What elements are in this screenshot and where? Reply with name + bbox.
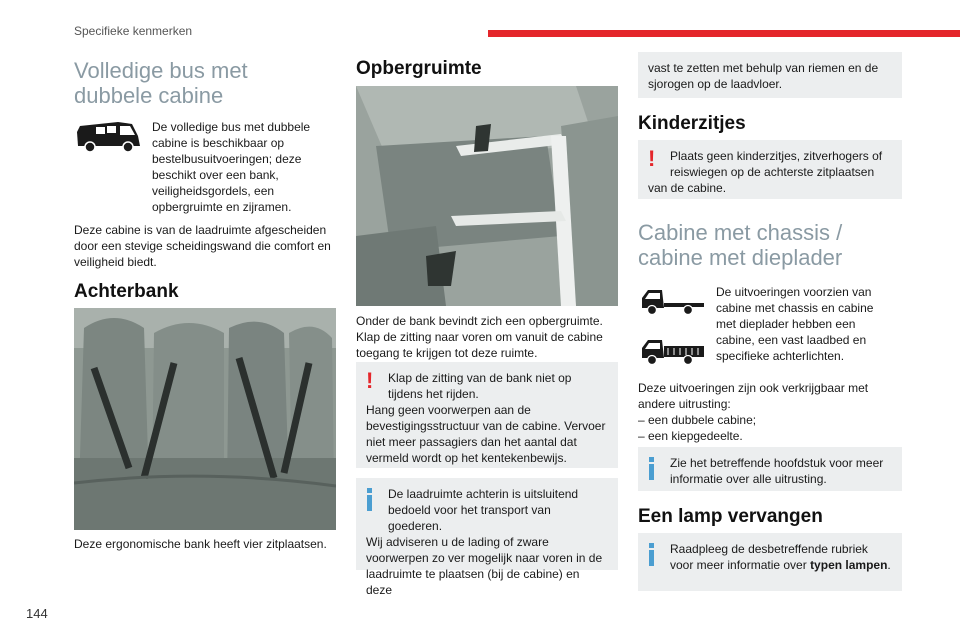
- section-header: Specifieke kenmerken: [74, 24, 193, 38]
- lamp-info-text: [648, 541, 892, 573]
- storage-image: [356, 86, 618, 306]
- warning-text-rest: Hang geen voorwerpen aan de bevestigingsstructuur van de cabine. Vervoer niet meer passagiers dan het aantal dat vermeld wordt op het kentekenbewijs.: [366, 403, 606, 465]
- child-seat-warning: [638, 140, 902, 199]
- van-icon: [74, 118, 142, 154]
- equipment-item-2: – een kiepgedeelte.: [638, 429, 743, 443]
- heading-storage: Opbergruimte: [356, 58, 482, 79]
- child-warning-first: Plaats geen kinderzitjes, zitverhogers of reiswiegen op de achterste zitplaatsen: [670, 149, 883, 179]
- cargo-info-note: [356, 478, 618, 597]
- warning-icon: !: [366, 368, 374, 393]
- lamp-info-first: Raadpleeg de desbetreffende rubriek voor meer informatie over: [670, 542, 868, 572]
- warning-icon: !: [648, 146, 656, 171]
- equipment-item-1: – een dubbele cabine;: [638, 413, 757, 427]
- chassis-info-note: [638, 447, 902, 491]
- page-number: 144: [26, 606, 48, 621]
- heading-rear-bench: Achterbank: [74, 281, 179, 302]
- chassis-info-text: Zie het betreffende hoofdstuk voor meer informatie over alle uitrusting.: [670, 456, 884, 486]
- chassis-intro: De uitvoeringen voorzien van cabine met chassis en cabine met dieplader hebben een cabine, een vast laadbed en specifieke achterlichten.: [716, 285, 874, 363]
- heading-child-seats: Kinderzitjes: [638, 113, 746, 134]
- double-cab-intro: De volledige bus met dubbele cabine is beschikbaar op bestelbusuitvoeringen; deze beschikt over een bank, veiligheidsgordels, een opbergruimte en zijramen.: [152, 120, 311, 214]
- chassis-cab-icon: [638, 286, 706, 318]
- info-icon: [366, 488, 374, 510]
- info-text-first: De laadruimte achterin is uitsluitend bedoeld voor het transport van goederen.: [388, 487, 579, 533]
- storage-body: Onder de bank bevindt zich een opbergruimte. Klap de zitting naar voren om vanuit de cabine toegang te krijgen tot deze ruimte.: [356, 314, 603, 360]
- double-cab-body: Deze cabine is van de laadruimte afgescheiden door een stevige scheidingswand die comfort en veiligheid biedt.: [74, 223, 331, 269]
- lamp-info-end: .: [887, 558, 891, 572]
- header-accent-bar: [488, 30, 960, 37]
- lamp-types-link: typen lampen: [810, 558, 888, 572]
- warning-text-first: Klap de zitting van de bank niet op tijdens het rijden.: [388, 371, 572, 401]
- rear-bench-caption: Deze ergonomische bank heeft vier zitplaatsen.: [74, 537, 327, 551]
- info-icon: [648, 457, 656, 479]
- chassis-also: Deze uitvoeringen zijn ook verkrijgbaar met andere uitrusting:: [638, 381, 869, 411]
- cargo-info-continued: [638, 52, 902, 98]
- title-double-cab: Volledige bus met dubbele cabine: [74, 58, 248, 108]
- rear-bench-image: [74, 308, 336, 530]
- heading-replace-lamp: Een lamp vervangen: [638, 506, 823, 527]
- storage-warning-note: [356, 362, 618, 468]
- info-icon: [648, 543, 656, 565]
- title-chassis-cab: Cabine met chassis / cabine met dieplader: [638, 220, 843, 270]
- child-warning-rest: van de cabine.: [648, 181, 727, 195]
- lamp-info-note: [638, 533, 902, 591]
- dropside-icon: [638, 336, 706, 368]
- info-text-continued: vast te zetten met behulp van riemen en de sjorogen op de laadvloer.: [648, 61, 879, 91]
- info-text-rest: Wij adviseren u de lading of zware voorwerpen zo ver mogelijk naar voren in de laadruimte te plaatsen (bij de cabine) en deze: [366, 535, 603, 597]
